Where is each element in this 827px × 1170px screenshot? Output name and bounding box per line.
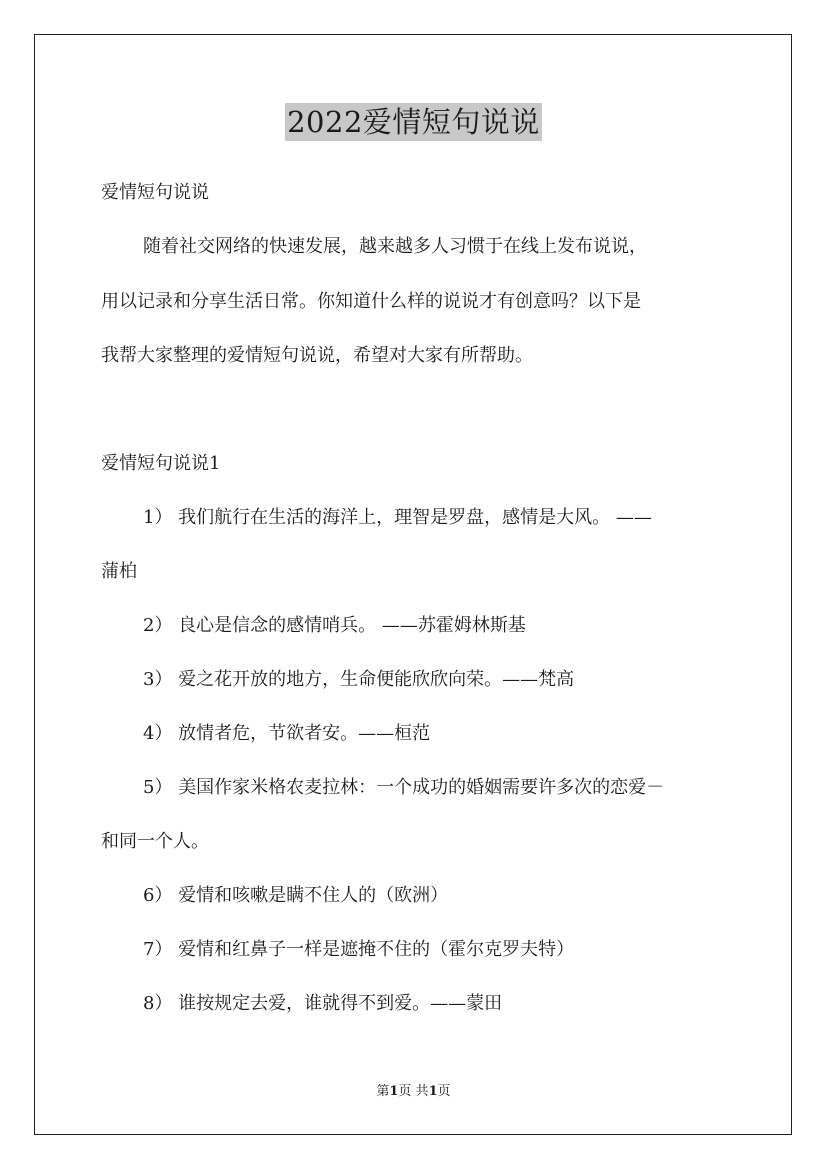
footer-page-total: 1 — [428, 1084, 438, 1099]
footer-page-current: 1 — [389, 1084, 399, 1099]
quote-item-2: 2） 良心是信念的感情哨兵。 ——苏霍姆林斯基 — [143, 615, 526, 636]
section-heading: 爱情短句说说1 — [101, 453, 221, 474]
intro-line-3: 我帮大家整理的爱情短句说说，希望对大家有所帮助。 — [101, 345, 533, 366]
title-container — [0, 103, 827, 141]
quote-item-5: 5） 美国作家米格农麦拉林：一个成功的婚姻需要许多次的恋爱－ — [143, 777, 665, 798]
quote-item-3: 3） 爱之花开放的地方，生命便能欣欣向荣。——梵高 — [143, 669, 575, 690]
intro-line-1: 随着社交网络的快速发展，越来越多人习惯于在线上发布说说， — [143, 236, 647, 257]
quote-item-7: 7） 爱情和红鼻子一样是遮掩不住的（霍尔克罗夫特） — [143, 939, 575, 960]
quote-item-1: 1） 我们航行在生活的海洋上，理智是罗盘，感情是大风。 —— — [143, 507, 652, 528]
footer-prefix: 第 — [376, 1084, 390, 1099]
footer-suffix: 页 — [437, 1084, 451, 1099]
document-subtitle: 爱情短句说说 — [101, 182, 209, 203]
quote-item-8: 8） 谁按规定去爱，谁就得不到爱。——蒙田 — [143, 993, 503, 1014]
quote-item-5-continued: 和同一个人。 — [101, 831, 209, 852]
quote-item-1-continued: 蒲柏 — [101, 561, 137, 582]
page-footer — [0, 1083, 827, 1101]
quote-item-4: 4） 放情者危，节欲者安。——桓范 — [143, 723, 431, 744]
intro-line-2: 用以记录和分享生活日常。你知道什么样的说说才有创意吗？以下是 — [101, 291, 641, 312]
document-title: 2022爱情短句说说 — [287, 105, 540, 139]
footer-mid: 页 共 — [398, 1084, 429, 1099]
quote-item-6: 6） 爱情和咳嗽是瞒不住人的（欧洲） — [143, 885, 449, 906]
